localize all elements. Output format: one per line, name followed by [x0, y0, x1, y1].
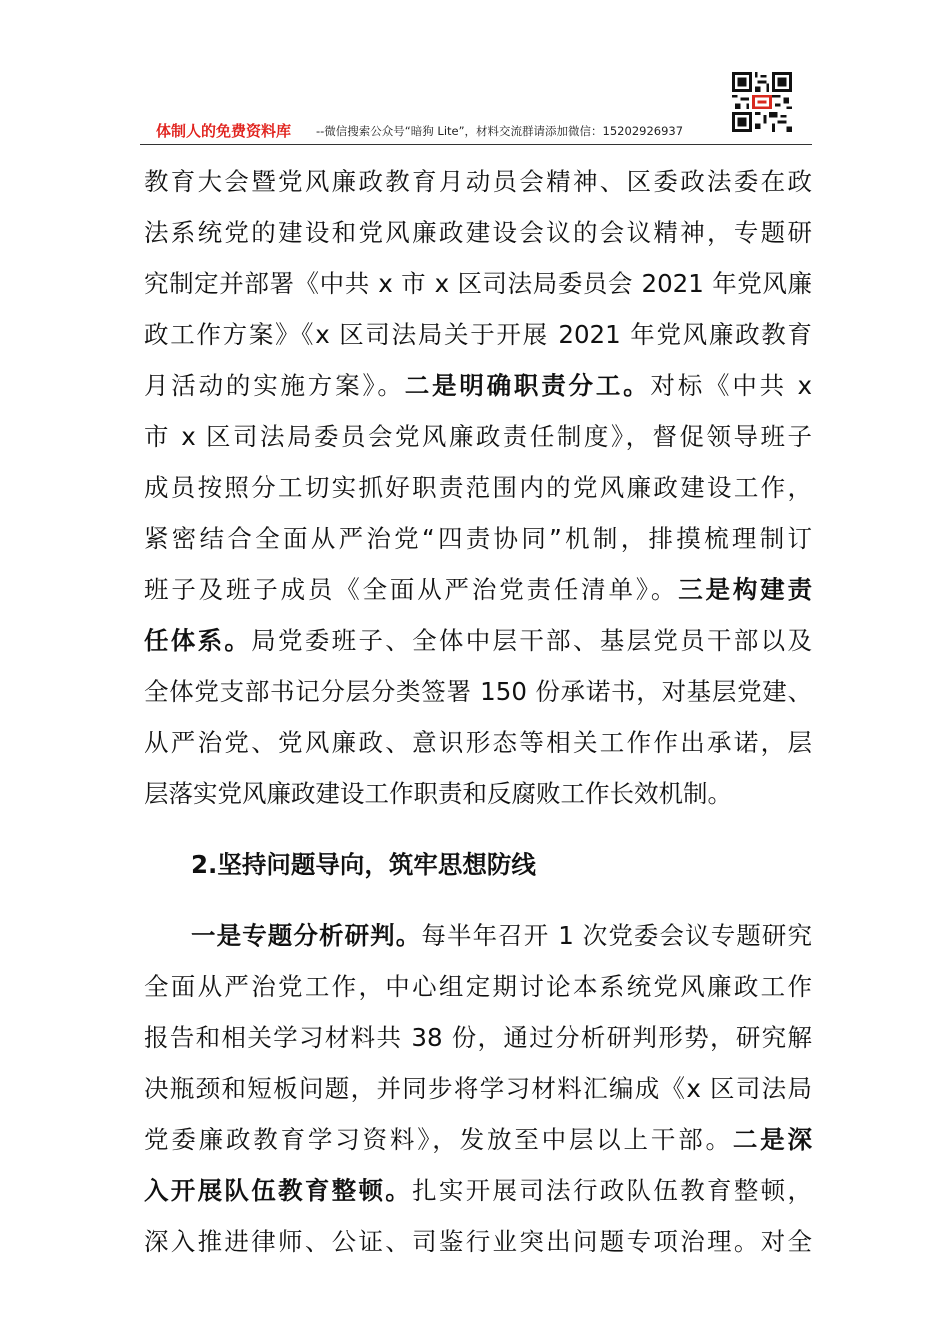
- paragraph-line: 深入推进律师、公证、司鉴行业突出问题专项治理。对全: [144, 1227, 812, 1256]
- section-heading: 2.坚持问题导向，筑牢思想防线: [191, 850, 536, 879]
- header-note: --微信搜索公众号“暗狗 Lite”，材料交流群请添加微信：15202926937: [316, 124, 684, 138]
- text-run: 局党委班子、全体中层干部、基层党员干部以及: [251, 626, 812, 655]
- paragraph-line: [144, 910, 812, 961]
- text-run: 班子及班子成员《全面从严治党责任清单》。: [144, 575, 679, 604]
- paragraph-line: [144, 360, 812, 411]
- paragraph-line: 政工作方案》《x 区司法局关于开展 2021 年党风廉政教育: [144, 320, 812, 349]
- bold-lead: 入开展队伍教育整顿。: [144, 1176, 413, 1205]
- paragraph-line: 市 x 区司法局委员会党风廉政责任制度》，督促领导班子: [144, 422, 812, 451]
- paragraph-line: [144, 1165, 812, 1216]
- text-run: 每半年召开 1 次党委会议专题研究: [421, 921, 812, 950]
- bold-lead: 二是深: [732, 1125, 813, 1154]
- paragraph-line: [144, 1114, 812, 1165]
- bold-lead: 三是构建责: [678, 575, 813, 604]
- text-run: 对标《中共 x: [650, 371, 812, 400]
- bold-lead: 二是明确职责分工。: [404, 371, 651, 400]
- bold-lead: 一是专题分析研判。: [191, 921, 422, 950]
- paragraph-line: [144, 615, 812, 666]
- paragraph-line: [144, 564, 812, 615]
- paragraph-line: 成员按照分工切实抓好职责范围内的党风廉政建设工作，: [144, 473, 812, 502]
- bold-lead: 任体系。: [144, 626, 252, 655]
- paragraph-line: 教育大会暨党风廉政教育月动员会精神、区委政法委在政: [144, 167, 812, 196]
- paragraph-line: 全面从严治党工作，中心组定期讨论本系统党风廉政工作: [144, 972, 812, 1001]
- page-header: [140, 118, 812, 145]
- document-body: [144, 156, 812, 1267]
- header-brand: 体制人的免费资料库: [156, 122, 292, 140]
- paragraph-line: 全体党支部书记分层分类签署 150 份承诺书，对基层党建、: [144, 677, 812, 706]
- text-run: 月活动的实施方案》。: [144, 371, 405, 400]
- text-run: 党委廉政教育学习资料》，发放至中层以上干部。: [144, 1125, 733, 1154]
- paragraph-line: 究制定并部署《中共 x 市 x 区司法局委员会 2021 年党风廉: [144, 269, 812, 298]
- paragraph-line: 紧密结合全面从严治党“四责协同”机制，排摸梳理制订: [144, 524, 812, 553]
- paragraph-line: 报告和相关学习材料共 38 份，通过分析研判形势，研究解: [144, 1023, 812, 1052]
- paragraph-line: 法系统党的建设和党风廉政建设会议的会议精神，专题研: [144, 218, 812, 247]
- text-run: 扎实开展司法行政队伍教育整顿，: [412, 1176, 812, 1205]
- paragraph-line: 决瓶颈和短板问题，并同步将学习材料汇编成《x 区司法局: [144, 1074, 812, 1103]
- paragraph-line: 层落实党风廉政建设工作职责和反腐败工作长效机制。: [144, 779, 732, 808]
- paragraph-line: 从严治党、党风廉政、意识形态等相关工作作出承诺，层: [144, 728, 812, 757]
